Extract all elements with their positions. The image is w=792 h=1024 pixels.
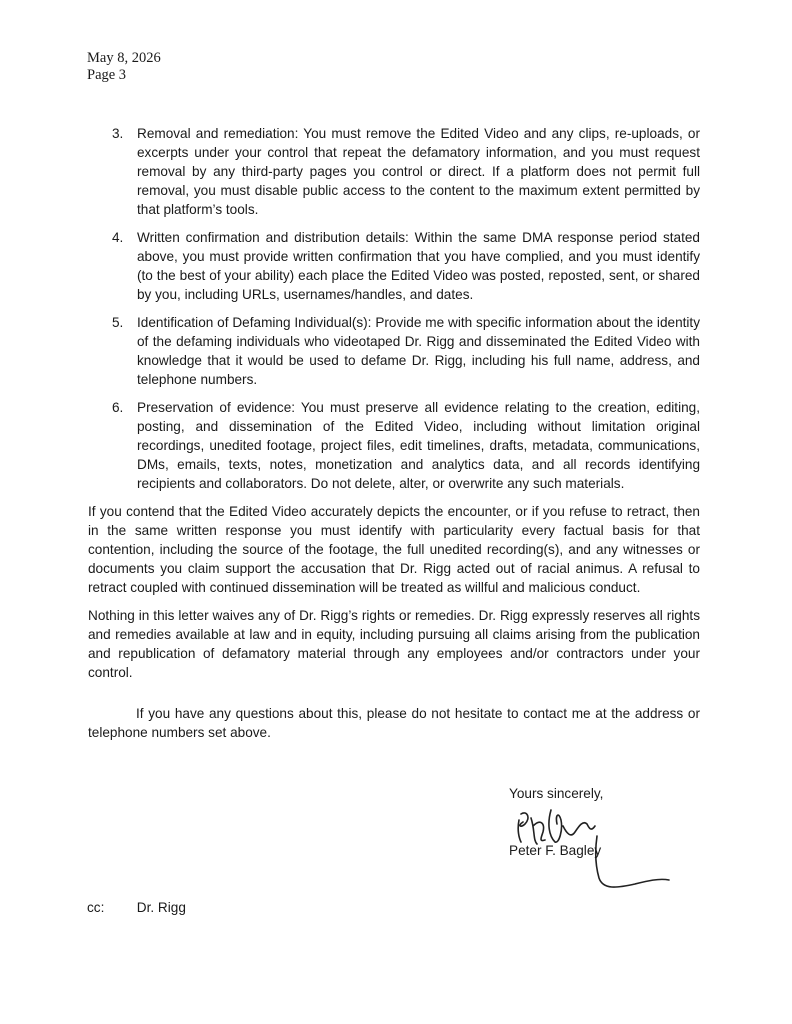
cc-line — [87, 898, 186, 917]
letter-body — [88, 124, 700, 742]
list-item-text: Removal and remediation: You must remove the Edited Video and any clips, re-uploads, or excerpts under your control that repeat the defamatory information, and you must request removal by any third-party pages you control or direct. If a platform does not permit full removal, you must disable public access to the content to the maximum extent permitted by that platform’s tools. — [137, 126, 700, 217]
cc-label: cc: — [87, 900, 105, 915]
waiver-paragraph: Nothing in this letter waives any of Dr. Rigg’s rights or remedies. Dr. Rigg expressly reserves all rights and remedies available at law and in equity, including pursuing all claims arising from the publication and republication of defamatory material through any employees and/or contractors under your control. — [88, 608, 700, 680]
signatory-name: Peter F. Bagley — [509, 843, 602, 858]
page-number: Page 3 — [87, 67, 127, 83]
list-item-number: 6. — [112, 400, 124, 415]
list-item-number: 4. — [112, 230, 124, 245]
list-item-number: 5. — [112, 315, 124, 330]
list-item — [112, 398, 700, 493]
questions-paragraph: If you have any questions about this, please do not hesitate to contact me at the address or telephone numbers set above. — [88, 706, 700, 740]
demand-list — [112, 124, 700, 493]
list-item — [112, 313, 700, 389]
list-item-number: 3. — [112, 126, 124, 141]
list-item-text: Identification of Defaming Individual(s): Provide me with specific information about the identity of the defaming individuals who videotaped Dr. Rigg and disseminated the Edited Video with knowledge that it would be used to defame Dr. Rigg, including his full name, address, and telephone numbers. — [137, 315, 700, 387]
cc-recipient: Dr. Rigg — [136, 900, 186, 915]
list-item — [112, 124, 700, 219]
closing-salutation: Yours sincerely, — [509, 786, 604, 801]
letter-header — [87, 50, 161, 84]
contention-paragraph: If you contend that the Edited Video accurately depicts the encounter, or if you refuse to retract, then in the same written response you must identify with particularity every factual basis for that contention, including the source of the footage, the full unedited recording(s), and any witnesses or documents you claim support the accusation that Dr. Rigg acted out of racial animus. A refusal to retract coupled with continued dissemination will be treated as willful and malicious conduct. — [88, 504, 700, 595]
list-item — [112, 228, 700, 304]
list-item-text: Preservation of evidence: You must preserve all evidence relating to the creation, editing, posting, and dissemination of the Edited Video, including without limitation original recordings, unedited footage, project files, edit timelines, drafts, metadata, communications, DMs, emails, texts, notes, monetization and analytics data, and all records identifying recipients and collaborators. Do not delete, alter, or overwrite any such materials. — [137, 400, 700, 491]
list-item-text: Written confirmation and distribution details: Within the same DMA response period stated above, you must provide written confirmation that you have complied, and you must identify (to the best of your ability) each place the Edited Video was posted, reposted, sent, or shared by you, including URLs, usernames/handles, and dates. — [137, 230, 700, 302]
letter-date: May 8, 2026 — [87, 50, 161, 66]
